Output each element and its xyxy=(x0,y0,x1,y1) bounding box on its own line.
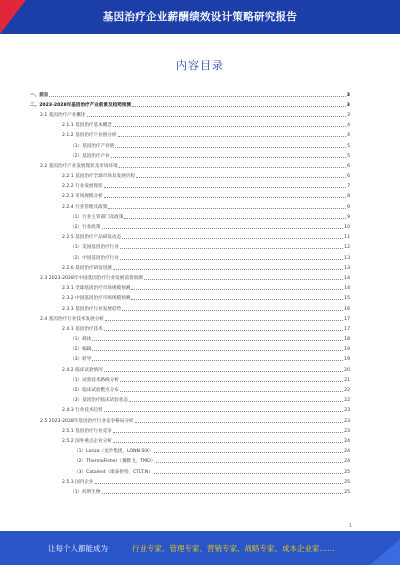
toc-entry-label: 2.2 基因治疗产业发展现状及市场环境 xyxy=(40,163,118,169)
toc-entry-page: 6 xyxy=(347,163,350,169)
toc-leader-dots xyxy=(135,422,344,423)
toc-heading: 内容目录 xyxy=(176,59,224,72)
toc-entry-label: 2.5.3 国内企业 xyxy=(62,479,94,485)
toc-entry-label: 2.1 基因治疗产业概述 xyxy=(40,112,86,118)
toc-entry-page: 18 xyxy=(344,337,350,343)
toc-entry-page: 23 xyxy=(344,418,350,424)
toc-entry[interactable] xyxy=(22,465,350,475)
report-title: 基因治疗企业薪酬绩效设计策略研究报告 xyxy=(102,11,298,23)
toc-entry-label: （1）美国基因治疗行业 xyxy=(70,245,119,251)
toc-leader-dots xyxy=(119,167,346,168)
toc-leader-dots xyxy=(113,432,343,433)
toc-entry[interactable] xyxy=(22,88,350,98)
toc-entry[interactable] xyxy=(22,231,350,241)
toc-entry-page: 21 xyxy=(344,377,350,383)
toc-entry[interactable] xyxy=(22,343,350,353)
toc-leader-dots xyxy=(92,350,343,351)
toc-entry-label: 2.1.2 基因治疗产业链分析 xyxy=(62,133,117,139)
toc-leader-dots xyxy=(120,381,343,382)
toc-entry-label: 2.1.1 基因治疗基本概念 xyxy=(62,123,112,129)
toc-entry[interactable] xyxy=(22,119,350,129)
toc-entry-page: 22 xyxy=(344,388,350,394)
toc-entry-page: 14 xyxy=(344,275,350,281)
toc-entry-page: 4 xyxy=(347,123,350,129)
toc-entry-label: （1）药明生物 xyxy=(70,489,101,495)
toc-entry-label: （2）临床试验靶点分布 xyxy=(70,388,119,394)
toc-entry[interactable] xyxy=(22,312,350,322)
toc-entry-label: 2.2.5 基因治疗产品研发动态 xyxy=(62,235,122,241)
toc-entry-label: （2）行业政策 xyxy=(70,225,101,231)
toc-entry[interactable] xyxy=(22,170,350,180)
toc-entry-label: 2.3.2 中国基因治疗市场规模预测 xyxy=(62,296,131,302)
toc-entry-label: （3）Catalent（康泰伦特，CTLT.N） xyxy=(74,469,153,475)
toc-entry-page: 23 xyxy=(344,428,350,434)
toc-entry-label: 2.5.1 基因治疗行业竞争 xyxy=(62,428,112,434)
toc-entry-page: 6 xyxy=(347,174,350,180)
toc-entry-label: 2.4.1 基因治疗技术 xyxy=(62,326,103,332)
toc-entry[interactable] xyxy=(22,292,350,302)
toc-entry[interactable] xyxy=(22,220,350,230)
toc-entry[interactable] xyxy=(22,241,350,251)
toc-entry-page: 10 xyxy=(344,225,350,231)
toc-entry-page: 12 xyxy=(344,245,350,251)
toc-leader-dots xyxy=(102,493,344,494)
toc-entry[interactable] xyxy=(22,373,350,383)
toc-leader-dots xyxy=(131,289,343,290)
toc-entry-page: 20 xyxy=(344,367,350,373)
toc-entry[interactable] xyxy=(22,108,350,118)
toc-leader-dots xyxy=(131,299,343,300)
toc-entry[interactable] xyxy=(22,149,350,159)
toc-entry-page: 24 xyxy=(344,438,350,444)
toc-leader-dots xyxy=(120,248,343,249)
toc-entry-label: 2.4.3 行业技术趋势 xyxy=(62,408,103,414)
toc-entry-page: 17 xyxy=(344,316,350,322)
toc-entry-page: 14 xyxy=(344,286,350,292)
toc-entry-label: （3）基因治疗临床试验状态 xyxy=(70,398,129,404)
toc-entry[interactable] xyxy=(22,363,350,373)
toc-entry[interactable] xyxy=(22,190,350,200)
toc-leader-dots xyxy=(104,371,343,372)
toc-entry-label: （3）转导 xyxy=(70,357,92,363)
toc-leader-dots xyxy=(102,228,344,229)
toc-leader-dots xyxy=(108,208,346,209)
toc-entry-page: 9 xyxy=(347,214,350,220)
toc-entry[interactable] xyxy=(22,159,350,169)
toc-entry[interactable] xyxy=(22,404,350,414)
toc-entry-page: 25 xyxy=(344,469,350,475)
report-footer xyxy=(0,531,400,565)
toc-entry-label: （1）Lonza（龙沙集团，LONN.SIX） xyxy=(74,449,154,455)
toc-entry-page: 13 xyxy=(344,255,350,261)
toc-leader-dots xyxy=(104,330,343,331)
toc-entry-page: 13 xyxy=(344,265,350,271)
toc-entry-label: （1）基因治疗产业链 xyxy=(70,143,115,149)
toc-entry[interactable] xyxy=(22,282,350,292)
toc-entry-label: （2）ThermoFisher（赛默飞，TMO） xyxy=(74,459,156,465)
toc-entry-page: 19 xyxy=(344,357,350,363)
toc-entry[interactable] xyxy=(22,139,350,149)
toc-entry[interactable] xyxy=(22,98,350,108)
toc-entry[interactable] xyxy=(22,475,350,485)
toc-leader-dots xyxy=(92,340,343,341)
toc-entry[interactable] xyxy=(22,129,350,139)
toc-leader-dots xyxy=(104,197,346,198)
toc-entry[interactable] xyxy=(22,180,350,190)
toc-leader-dots xyxy=(113,126,346,127)
toc-entry-page: 25 xyxy=(344,479,350,485)
toc-entry[interactable] xyxy=(22,485,350,495)
toc-leader-dots xyxy=(113,442,343,443)
toc-entry-label: 二、2023-2028年基因治疗产业前景及趋势预测 xyxy=(30,102,131,108)
toc-leader-dots xyxy=(87,116,347,117)
toc-entry-page: 3 xyxy=(346,92,350,98)
toc-entry-page: 7 xyxy=(347,184,350,190)
toc-entry-label: （2）中国基因治疗行业 xyxy=(70,255,119,261)
toc-leader-dots xyxy=(122,238,343,239)
toc-entry-page: 3 xyxy=(347,112,350,118)
toc-leader-dots xyxy=(129,401,343,402)
toc-entry-label: （1）载体 xyxy=(70,337,92,343)
toc-entry[interactable] xyxy=(22,445,350,455)
toc-entry-label: 2.4 基因治疗行业技术发展分析 xyxy=(40,316,104,322)
toc-entry-label: 2.3.1 全球基因治疗市场规模预测 xyxy=(62,286,131,292)
toc-entry-label: （2）编辑 xyxy=(70,347,92,353)
toc-leader-dots xyxy=(92,360,343,361)
toc-entry-label: （1）行业主管部门及政策 xyxy=(70,214,124,220)
toc-entry[interactable] xyxy=(22,353,350,363)
toc-entry-page: 15 xyxy=(344,296,350,302)
toc-entry-label: 2.2.2 行业发展现状 xyxy=(62,184,103,190)
toc-entry-page: 8 xyxy=(347,194,350,200)
toc-leader-dots xyxy=(118,136,347,137)
toc-entry-page: 9 xyxy=(347,204,350,210)
toc-leader-dots xyxy=(132,106,346,107)
toc-entry-page: 5 xyxy=(347,143,350,149)
table-of-contents xyxy=(22,88,350,496)
toc-entry[interactable] xyxy=(22,200,350,210)
toc-leader-dots xyxy=(111,157,346,158)
toc-entry-page: 17 xyxy=(344,326,350,332)
toc-entry-page: 23 xyxy=(344,408,350,414)
toc-leader-dots xyxy=(144,279,343,280)
toc-entry[interactable] xyxy=(22,261,350,271)
toc-leader-dots xyxy=(104,411,343,412)
toc-entry-page: 22 xyxy=(344,398,350,404)
toc-entry-page: 16 xyxy=(344,306,350,312)
toc-leader-dots xyxy=(113,269,343,270)
toc-entry[interactable] xyxy=(22,414,350,424)
toc-leader-dots xyxy=(120,259,343,260)
footer-slogan-right: 行业专家、管理专家、营销专家、战略专家、成本企业家…… xyxy=(132,544,335,553)
toc-entry[interactable] xyxy=(22,383,350,393)
toc-leader-dots xyxy=(105,320,343,321)
toc-entry[interactable] xyxy=(22,434,350,444)
toc-entry-label: 2.3 2023-2028年中国基因治疗行业发展前景预测 xyxy=(40,275,143,281)
toc-entry-label: 2.5.2 国外重点企业分析 xyxy=(62,438,112,444)
toc-leader-dots xyxy=(115,147,346,148)
footer-accent xyxy=(370,531,400,565)
toc-entry[interactable] xyxy=(22,394,350,404)
toc-entry[interactable] xyxy=(22,302,350,312)
toc-entry-page: 3 xyxy=(346,102,350,108)
toc-entry-page: 24 xyxy=(344,449,350,455)
report-header xyxy=(0,0,400,34)
toc-entry-label: 2.2.3 市场规模分析 xyxy=(62,194,103,200)
toc-entry-label: 2.2.1 基因治疗全球市场及发展历程 xyxy=(62,174,135,180)
toc-entry-label: （2）基因治疗产业 xyxy=(70,153,110,159)
toc-entry[interactable] xyxy=(22,251,350,261)
toc-leader-dots xyxy=(122,310,343,311)
toc-leader-dots xyxy=(120,391,343,392)
toc-entry-label: 2.2.4 行业管理及政策 xyxy=(62,204,108,210)
toc-entry[interactable] xyxy=(22,333,350,343)
toc-leader-dots xyxy=(136,177,346,178)
toc-entry[interactable] xyxy=(22,455,350,465)
toc-entry[interactable] xyxy=(22,322,350,332)
toc-entry-label: 2.3.3 基因治疗行业发展趋势 xyxy=(62,306,122,312)
toc-leader-dots xyxy=(156,462,343,463)
toc-entry-label: 一、前言 xyxy=(30,92,49,98)
toc-leader-dots xyxy=(95,483,344,484)
toc-leader-dots xyxy=(154,473,343,474)
toc-leader-dots xyxy=(49,96,345,97)
toc-entry-page: 24 xyxy=(344,459,350,465)
toc-leader-dots xyxy=(154,452,343,453)
toc-entry[interactable] xyxy=(22,424,350,434)
toc-entry-label: 2.5 2023-2028年基因治疗行业竞争格局分析 xyxy=(40,418,134,424)
toc-leader-dots xyxy=(104,187,346,188)
toc-entry-label: 2.4.2 临床试验情况 xyxy=(62,367,103,373)
toc-entry-page: 11 xyxy=(344,235,350,241)
toc-entry-page: 19 xyxy=(344,347,350,353)
toc-entry-page: 5 xyxy=(347,153,350,159)
page-number: 1 xyxy=(349,524,352,529)
toc-entry-page: 25 xyxy=(344,489,350,495)
footer-slogan-left: 让每个人都能成为 xyxy=(48,544,108,553)
toc-leader-dots xyxy=(124,218,346,219)
toc-entry-label: （1）试验技术路线分析 xyxy=(70,377,119,383)
toc-entry[interactable] xyxy=(22,210,350,220)
toc-entry-label: 2.2.6 基因治疗研发进展 xyxy=(62,265,112,271)
toc-entry-page: 4 xyxy=(347,133,350,139)
toc-entry[interactable] xyxy=(22,271,350,281)
